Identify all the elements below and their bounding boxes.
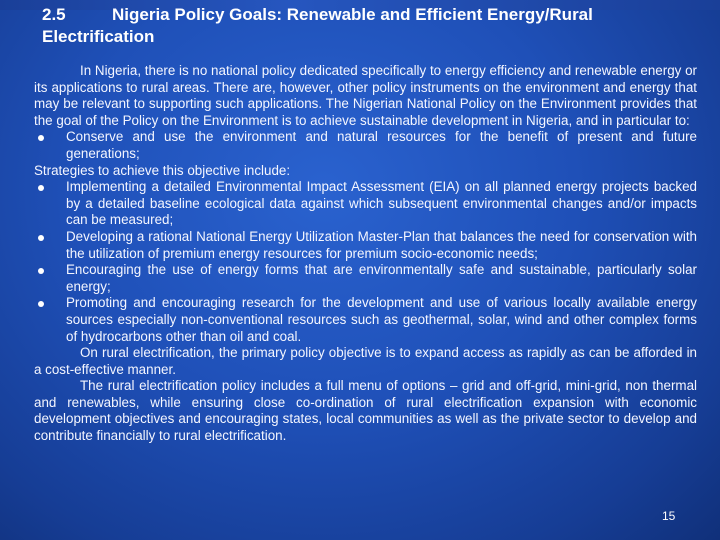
intro-paragraph: In Nigeria, there is no national policy dedicated specifically to energy efficiency and renewable energy or its applications to rural areas. There are, however, other policy instruments on the environment and energy that may be relevant to supporting such applications. The Nigerian National Policy on the Environment provides that the goal of the Policy on the Environment is to achieve sustainable development in Nigeria, and in particular to: [34, 63, 697, 128]
list-item [34, 262, 697, 295]
list-item [34, 295, 697, 345]
slide-body [34, 63, 697, 445]
bullet-dot-icon [38, 235, 44, 241]
goal-list [34, 129, 697, 162]
bullet-text: Encouraging the use of energy forms that are environmentally safe and sustainable, particularly solar energy; [66, 262, 697, 294]
list-item [34, 179, 697, 229]
bullet-text: Developing a rational National Energy Utilization Master-Plan that balances the need for conservation with the utilization of premium energy resources for premium socio-economic needs; [66, 228, 697, 261]
bullet-text: Implementing a detailed Environmental Impact Assessment (EIA) on all planned energy projects backed by a detailed baseline ecological data against which subsequent environmental changes and/or impacts can be measured; [66, 179, 697, 228]
bullet-dot-icon [38, 301, 44, 307]
title-text: Nigeria Policy Goals: Renewable and Efficient Energy/Rural Electrification [42, 5, 593, 46]
rural-electrification-paragraph: On rural electrification, the primary policy objective is to expand access as rapidly as can be afforded in a cost-effective manner. [34, 345, 697, 377]
strategies-heading: Strategies to achieve this objective include: [34, 162, 291, 178]
list-item [34, 229, 697, 262]
strategy-list [34, 179, 697, 345]
bullet-dot-icon [38, 268, 44, 274]
rural-policy-paragraph: The rural electrification policy includes a full menu of options – grid and off-grid, mini-grid, non thermal and renewables, while ensuring close co-ordination of rural electrification expansion with economic development objectives and encouraging states, local communities as well as the private sector to develop and contribute financially to rural electrification. [34, 378, 697, 444]
section-number: 2.5 [42, 5, 66, 24]
bullet-dot-icon [38, 185, 44, 191]
bullet-text: Promoting and encouraging research for the development and use of various locally available energy sources especially non-conventional resources such as geothermal, solar, wind and other complex forms of hydrocarbons other than oil and coal. [66, 295, 697, 344]
bullet-dot-icon [38, 135, 44, 141]
list-item [34, 129, 697, 162]
slide-title [42, 4, 702, 48]
bullet-text: Conserve and use the environment and natural resources for the benefit of present and future generations; [66, 129, 697, 161]
page-number: 15 [662, 509, 676, 523]
